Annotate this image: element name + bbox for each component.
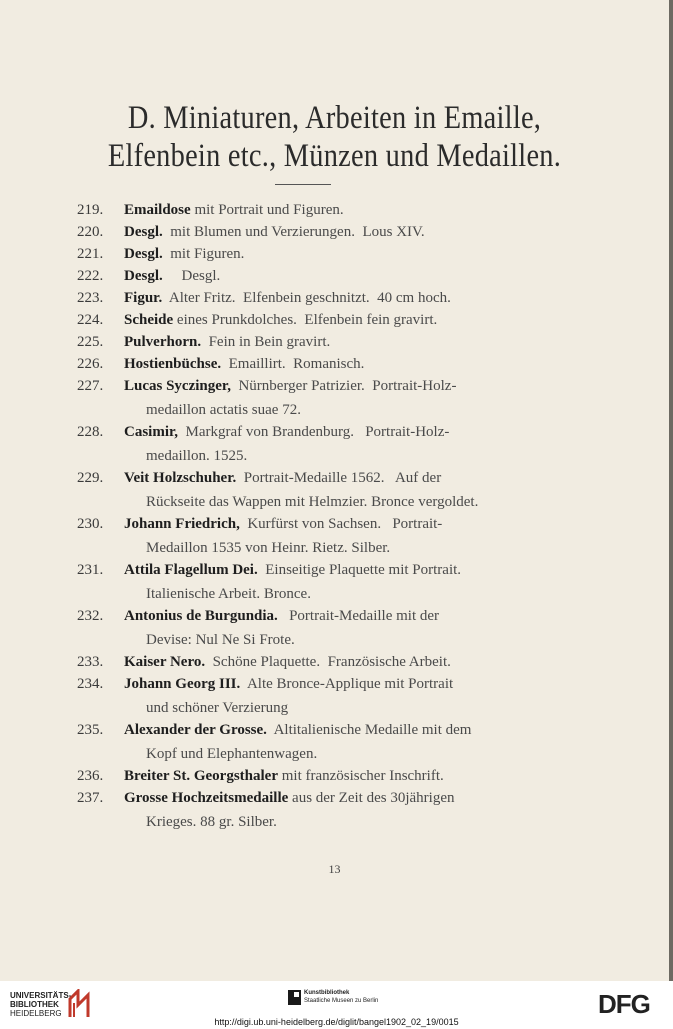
page-edge: [669, 0, 673, 981]
entry-title: Casimir,: [124, 424, 179, 440]
entry-title: Pulverhorn.: [124, 334, 202, 350]
entry-continuation: Rückseite das Wappen mit Helmzier. Bronce vergoldet.: [146, 494, 479, 510]
entry-description: Kurfürst von Sachsen. Portrait-: [239, 516, 443, 532]
entry-text: [124, 470, 441, 487]
entry-description: Portrait-Medaille mit der: [277, 608, 440, 624]
entry-description: Fein in Bein gravirt.: [201, 334, 331, 350]
footer-bar: [0, 981, 673, 1029]
entry-continuation: Italienische Arbeit. Bronce.: [146, 586, 311, 602]
entry-description: Alter Fritz. Elfenbein geschnitzt. 40 cm hoch.: [162, 290, 451, 306]
entry-title: Veit Holzschuher.: [124, 470, 237, 486]
entry-description: Emaillirt. Romanisch.: [221, 356, 365, 372]
entry-text: [124, 290, 451, 307]
catalog-entry: [0, 514, 669, 560]
entry-description: eines Prunkdolches. Elfenbein fein gravirt.: [173, 312, 438, 328]
entry-text: [124, 312, 437, 329]
entry-continuation: und schöner Verzierung: [146, 700, 289, 716]
entry-text: [124, 202, 344, 219]
entry-continuation: medaillon actatis suae 72.: [146, 402, 301, 418]
entry-number: 229.: [77, 470, 104, 486]
catalog-entry: [0, 606, 669, 652]
entry-number: 223.: [77, 290, 104, 306]
catalog-entry: [0, 720, 669, 766]
ub-line3: HEIDELBERG: [10, 1009, 62, 1018]
entry-continuation: Devise: Nul Ne Si Frote.: [146, 632, 295, 648]
entry-continuation: medaillon. 1525.: [146, 448, 248, 464]
entry-text: [124, 608, 439, 625]
entry-description: Einseitige Plaquette mit Portrait.: [257, 562, 462, 578]
ub-heidelberg-logo-text[interactable]: [10, 991, 71, 1018]
catalog-entry: [0, 674, 669, 720]
entry-text: [124, 334, 330, 351]
catalog-entry: [0, 288, 669, 310]
kunstbibliothek-logo-icon[interactable]: [288, 990, 301, 1005]
entry-number: 219.: [77, 202, 104, 218]
entry-text: [124, 654, 451, 671]
entry-text: [124, 224, 425, 241]
kunstbibliothek-title: Kunstbibliothek: [304, 990, 350, 996]
entry-title: Figur.: [124, 290, 163, 306]
entry-title: Johann Georg III.: [124, 676, 241, 692]
entry-title: Attila Flagellum Dei.: [124, 562, 258, 578]
catalog-entry: [0, 354, 669, 376]
entry-description: Schöne Plaquette. Französische Arbeit.: [205, 654, 451, 670]
entry-number: 221.: [77, 246, 104, 262]
entry-text: [124, 516, 442, 533]
catalog-entry: [0, 788, 669, 834]
entry-title: Hostienbüchse.: [124, 356, 222, 372]
kunstbibliothek-subtitle: Staatliche Museen zu Berlin: [304, 998, 379, 1004]
entry-text: [124, 790, 454, 807]
entry-text: [124, 268, 220, 285]
entry-continuation: Kopf und Elephantenwagen.: [146, 746, 318, 762]
entry-number: 232.: [77, 608, 104, 624]
entry-text: [124, 356, 364, 373]
section-heading-line1: D. Miniaturen, Arbeiten in Emaille,: [127, 100, 542, 136]
dfg-logo[interactable]: DFG: [598, 989, 650, 1019]
page-number: 13: [328, 862, 341, 876]
entry-number: 228.: [77, 424, 104, 440]
catalog-entry: [0, 468, 669, 514]
catalog-entry: [0, 266, 669, 288]
catalog-entry: [0, 422, 669, 468]
entry-description: Nürnberger Patrizier. Portrait-Holz-: [230, 378, 457, 394]
entry-description: aus der Zeit des 30jährigen: [288, 790, 455, 806]
entry-description: mit Portrait und Figuren.: [190, 202, 344, 218]
catalog-entry: [0, 332, 669, 354]
entry-text: [124, 424, 449, 441]
ub-heidelberg-emblem-icon[interactable]: [66, 989, 92, 1019]
entry-text: [124, 722, 471, 739]
catalog-entry: [0, 652, 669, 674]
entry-title: Breiter St. Georgsthaler: [124, 768, 278, 784]
entry-title: Scheide: [124, 312, 174, 328]
entry-title: Alexander der Grosse.: [124, 722, 267, 738]
permalink-url[interactable]: http://digi.ub.uni-heidelberg.de/diglit/bangel1902_02_19/0015: [214, 1017, 459, 1027]
entry-text: [124, 768, 444, 785]
entry-description: mit Figuren.: [162, 246, 245, 262]
entry-title: Lucas Syczinger,: [124, 378, 231, 394]
entry-number: 231.: [77, 562, 104, 578]
entry-number: 224.: [77, 312, 104, 328]
kunstbibliothek-text: [304, 989, 378, 1005]
entry-number: 236.: [77, 768, 104, 784]
catalog-entry: [0, 310, 669, 332]
entry-number: 225.: [77, 334, 104, 350]
entry-text: [124, 676, 453, 693]
entry-number: 230.: [77, 516, 104, 532]
entry-description: Markgraf von Brandenburg. Portrait-Holz-: [178, 424, 450, 440]
entry-number: 220.: [77, 224, 104, 240]
catalog-entry: [0, 766, 669, 788]
entry-number: 227.: [77, 378, 104, 394]
catalog-entry: [0, 376, 669, 422]
entry-number: 222.: [77, 268, 104, 284]
entry-description: Desgl.: [162, 268, 221, 284]
ub-line2: BIBLIOTHEK: [10, 1000, 59, 1009]
entry-title: Kaiser Nero.: [124, 654, 206, 670]
entry-continuation: Medaillon 1535 von Heinr. Rietz. Silber.: [146, 540, 391, 556]
entry-title: Desgl.: [124, 224, 163, 240]
entry-title: Grosse Hochzeitsmedaille: [124, 790, 289, 806]
entry-description: mit Blumen und Verzierungen. Lous XIV.: [162, 224, 425, 240]
entry-number: 234.: [77, 676, 104, 692]
catalog-entry: [0, 222, 669, 244]
entry-title: Johann Friedrich,: [124, 516, 240, 532]
entry-description: mit französischer Inschrift.: [277, 768, 444, 784]
catalog-entries: [0, 200, 669, 834]
entry-number: 233.: [77, 654, 104, 670]
entry-continuation: Krieges. 88 gr. Silber.: [146, 814, 277, 830]
section-heading-line2: Elfenbein etc., Münzen und Medaillen.: [107, 138, 562, 174]
entry-text: [124, 246, 244, 263]
entry-number: 226.: [77, 356, 104, 372]
heading-divider: [275, 184, 331, 185]
entry-title: Antonius de Burgundia.: [124, 608, 278, 624]
entry-text: [124, 562, 461, 579]
ub-line1: UNIVERSITÄTS-: [10, 991, 72, 1000]
entry-title: Desgl.: [124, 246, 163, 262]
entry-description: Alte Bronce-Applique mit Portrait: [240, 676, 454, 692]
entry-number: 235.: [77, 722, 104, 738]
entry-description: Portrait-Medaille 1562. Auf der: [236, 470, 442, 486]
entry-title: Emaildose: [124, 202, 191, 218]
entry-title: Desgl.: [124, 268, 163, 284]
entry-description: Altitalienische Medaille mit dem: [266, 722, 472, 738]
catalog-entry: [0, 200, 669, 222]
entry-text: [124, 378, 456, 395]
catalog-entry: [0, 560, 669, 606]
entry-number: 237.: [77, 790, 104, 806]
catalog-entry: [0, 244, 669, 266]
